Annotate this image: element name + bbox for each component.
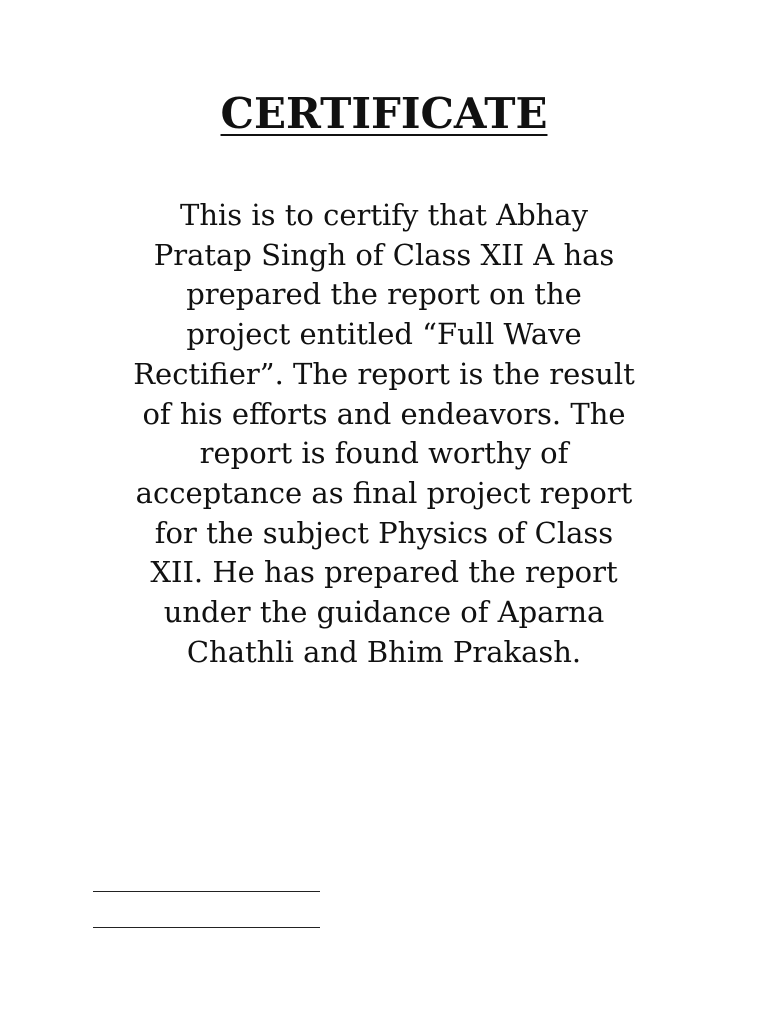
body-line: of his efforts and endeavors. The bbox=[142, 396, 626, 431]
certificate-body bbox=[84, 196, 684, 672]
body-line: under the guidance of Aparna bbox=[163, 595, 605, 630]
body-line: project entitled “Full Wave bbox=[186, 317, 582, 352]
body-line: Chathli and Bhim Prakash. bbox=[186, 634, 582, 669]
body-line: report is found worthy of bbox=[199, 436, 569, 471]
body-line: prepared the report on the bbox=[186, 277, 582, 312]
body-line: Rectifier”. The report is the result bbox=[133, 356, 635, 391]
signature-line-2 bbox=[93, 927, 320, 928]
body-line: Pratap Singh of Class XII A has bbox=[153, 237, 615, 272]
body-line: for the subject Physics of Class bbox=[154, 515, 614, 550]
signature-line-1 bbox=[93, 891, 320, 892]
body-line: This is to certify that Abhay bbox=[180, 198, 588, 232]
certificate-title: CERTIFICATE bbox=[220, 89, 548, 138]
body-line: XII. He has prepared the report bbox=[150, 555, 618, 590]
body-line: acceptance as final project report bbox=[135, 475, 633, 510]
